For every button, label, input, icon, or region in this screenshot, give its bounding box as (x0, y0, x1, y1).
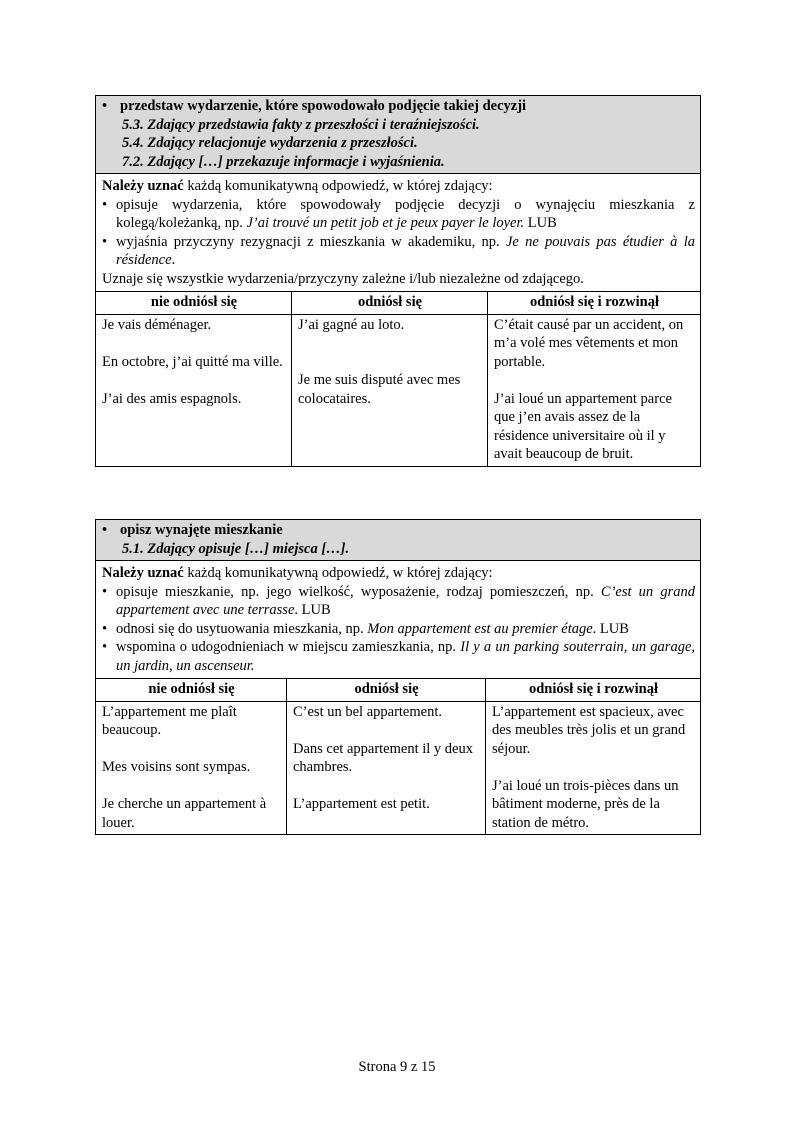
column-header: odniósł się (292, 292, 488, 315)
examples-row (96, 314, 701, 466)
examples-cell-developed (488, 314, 701, 466)
example-text: C’était causé par un accident, on m’a volé mes vêtements et mon portable. (494, 316, 684, 370)
examples-cell-developed (486, 701, 701, 835)
example-text: J’ai loué un appartement parce que j’en avais assez de la résidence universitaire où il y avait beaucoup de bruit. (494, 390, 672, 462)
criteria-row (96, 174, 701, 292)
task-title: • opisz wynajęte mieszkanie (102, 522, 283, 538)
standard-item: 5.1. Zdający opisuje […] miejsca […]. (122, 540, 350, 557)
standard-item: 5.4. Zdający relacjonuje wydarzenia z przeszłości. (122, 135, 418, 151)
examples-cell-not-addressed (96, 701, 287, 835)
example-text: L’appartement est petit. (293, 796, 430, 812)
column-header: nie odniósł się (96, 292, 292, 315)
example-text: Dans cet appartement il y deux chambres. (293, 740, 473, 775)
criteria-list (102, 196, 695, 270)
examples-cell-not-addressed (96, 314, 292, 466)
example-text: J’ai loué un trois-pièces dans un bâtiment moderne, près de la station de métro. (492, 777, 679, 831)
bullet-icon: • (102, 98, 108, 114)
standard-item: 5.3. Zdający przedstawia fakty z przeszłości i teraźniejszości. (122, 116, 480, 133)
criteria-item: • opisuje wydarzenia, które spowodowały podjęcie decyzji o wynajęciu mieszkania z kolegą/koleżanką, np. J’ai trouvé un petit job et je peux payer le loyer. LUB (102, 196, 695, 231)
example-text: L’appartement est spacieux, avec des meubles très jolis et un grand séjour. (492, 703, 686, 757)
criteria-row (96, 561, 701, 679)
page-number: Strona 9 z 15 (358, 1059, 436, 1075)
bullet-icon: • (102, 522, 108, 538)
task-table-event (95, 95, 701, 467)
bullet-icon: • (102, 639, 108, 655)
bullet-icon: • (102, 196, 108, 213)
task-header (96, 520, 701, 561)
criteria-item: • odnosi się do usytuowania mieszkania, np. Mon appartement est au premier étage. LUB (102, 620, 629, 637)
criteria-intro: Należy uznać każdą komunikatywną odpowiedź, w której zdający: (102, 565, 493, 581)
criteria-list (102, 583, 695, 676)
bullet-icon: • (102, 620, 108, 637)
example-text: L’appartement me plaît beaucoup. (102, 703, 237, 738)
criteria-intro: Należy uznać każdą komunikatywną odpowiedź, w której zdający: (102, 178, 493, 194)
example-text: J’ai gagné au loto. (298, 316, 405, 333)
column-header: odniósł się (287, 679, 486, 702)
bullet-icon: • (102, 583, 108, 600)
criteria-closing: Uznaje się wszystkie wydarzenia/przyczyny zależne i/lub niezależne od zdającego. (102, 270, 584, 287)
criteria-item: • opisuje mieszkanie, np. jego wielkość, wyposażenie, rodzaj pomieszczeń, np. C’est un grand appartement avec une terrasse. LUB (102, 583, 695, 618)
example-text: Je vais déménager. (102, 316, 212, 333)
example-text: Mes voisins sont sympas. (102, 759, 251, 775)
standard-item: 7.2. Zdający […] przekazuje informacje i wyjaśnienia. (122, 153, 445, 170)
column-header-row (96, 679, 701, 702)
column-header: odniósł się i rozwinął (486, 679, 701, 702)
criteria-item: • wspomina o udogodnieniach w miejscu zamieszkania, np. Il y a un parking souterrain, un garage, un jardin, un ascenseur. (102, 639, 696, 674)
examples-row (96, 701, 701, 835)
example-text: J’ai des amis espagnols. (102, 390, 242, 407)
criteria-item: • wyjaśnia przyczyny rezygnacji z mieszkania w akademiku, np. Je ne pouvais pas étudier à la résidence. (102, 233, 695, 268)
column-header: odniósł się i rozwinął (488, 292, 701, 315)
example-text: En octobre, j’ai quitté ma ville. (102, 353, 283, 370)
example-text: Je me suis disputé avec mes colocataires. (298, 372, 461, 407)
task-header (96, 96, 701, 174)
examples-cell-addressed (287, 701, 486, 835)
task-title: • przedstaw wydarzenie, które spowodowało podjęcie takiej decyzji (102, 98, 527, 114)
column-header-row (96, 292, 701, 315)
bullet-icon: • (102, 233, 108, 250)
column-header: nie odniósł się (96, 679, 287, 702)
example-text: C’est un bel appartement. (293, 703, 442, 720)
examples-cell-addressed (292, 314, 488, 466)
task-table-apartment (95, 519, 701, 835)
example-text: Je cherche un appartement à louer. (102, 796, 267, 831)
